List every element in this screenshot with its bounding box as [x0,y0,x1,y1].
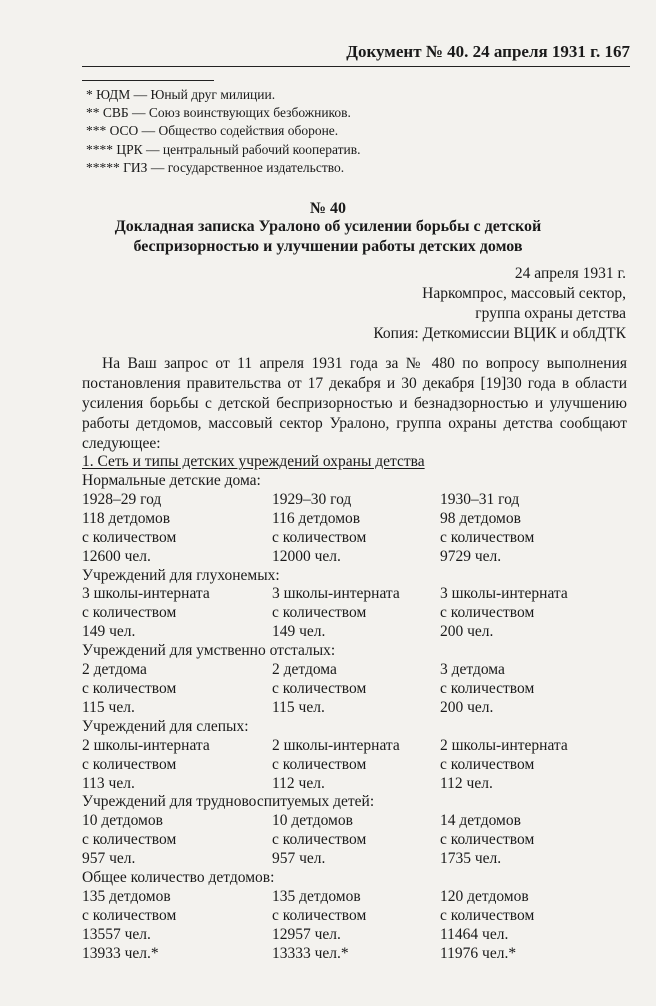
table-cell: с количеством [272,528,367,546]
table-cell: с количеством [82,831,177,849]
table-row [82,491,630,510]
table-row [82,812,630,831]
table-cell: 120 детдомов [440,887,529,905]
institutions-table [82,472,630,964]
table-cell: с количеством [82,528,177,546]
footnote: * ЮДМ — Юный друг милиции. [86,87,276,102]
table-cell: с количеством [272,604,367,622]
section-title: 1. Сеть и типы детских учреждений охраны детства [82,453,425,470]
table-cell: 11976 чел.* [440,944,517,962]
table-cell: с количеством [82,755,177,773]
table-cell: 10 детдомов [272,812,353,830]
running-header: Документ № 40. 24 апреля 1931 г. 167 [346,42,630,61]
table-row [82,680,630,699]
group-title: Общее количество детдомов: [82,869,275,887]
table-cell: 118 детдомов [82,509,171,527]
table-cell: 149 чел. [272,623,326,641]
table-cell: с количеством [440,528,535,546]
table-cell: 1735 чел. [440,850,502,868]
table-cell: 12000 чел. [272,547,341,565]
table-cell: 112 чел. [440,774,493,792]
group-title: Учреждений для умственно отсталых: [82,642,336,660]
table-cell: 957 чел. [82,850,136,868]
addressee-line: группа охраны детства [475,305,626,322]
table-cell: с количеством [440,906,535,924]
group-title: Учреждений для трудновоспитуемых детей: [82,793,375,811]
table-row [82,623,630,642]
table-cell: 98 детдомов [440,509,521,527]
document-title-line: беспризорностью и улучшении работы детских домов [133,238,523,255]
table-cell: 13557 чел. [82,925,151,943]
header-rule [82,66,630,67]
footnotes [82,86,622,177]
table-cell: 113 чел. [82,774,135,792]
table-row [82,907,630,926]
table-cell: с количеством [82,906,177,924]
table-cell: 13333 чел.* [272,944,349,962]
table-row [82,529,630,548]
footnote: ** СВБ — Союз воинствующих безбожников. [86,105,351,121]
table-cell: 3 детдома [440,661,505,679]
table-cell: с количеством [440,831,535,849]
document-date: 24 апреля 1931 г. [514,265,626,282]
table-cell: 1930–31 год [440,490,520,508]
copy-line: Копия: Деткомиссии ВЦИК и облДТК [373,325,626,342]
table-cell: 12957 чел. [272,925,341,943]
table-cell: 115 чел. [82,698,135,716]
table-cell: 3 школы-интерната [440,585,568,603]
table-row [82,775,630,794]
table-cell: 2 школы-интерната [440,736,568,754]
table-row [82,945,630,964]
addressee-block [206,264,626,344]
document-number: № 40 [309,200,347,217]
table-cell: 14 детдомов [440,812,521,830]
footnote: *** ОСО — Общество содействия обороне. [86,123,339,139]
table-cell: 149 чел. [82,623,136,641]
table-cell: 200 чел. [440,623,494,641]
table-cell: с количеством [440,604,535,622]
table-row [82,831,630,850]
addressee-line: Наркомпрос, массовый сектор, [422,285,626,302]
table-row [82,548,630,567]
table-cell: 2 детдома [272,661,337,679]
table-cell: с количеством [440,755,535,773]
table-cell: 200 чел. [440,698,494,716]
table-row [82,756,630,775]
footnote-rule [82,80,214,81]
group-title: Нормальные детские дома: [82,472,261,489]
table-cell: с количеством [82,679,177,697]
table-cell: 10 детдомов [82,812,163,830]
table-cell: 3 школы-интерната [82,585,210,603]
footnote: **** ЦРК — центральный рабочий кооператив. [86,141,361,157]
table-cell: с количеством [272,755,367,773]
table-cell: 12600 чел. [82,547,151,565]
table-row [82,661,630,680]
table-cell: с количеством [272,831,367,849]
table-cell: с количеством [440,679,535,697]
table-row [82,926,630,945]
table-cell: с количеством [272,906,367,924]
body-paragraph: На Ваш запрос от 11 апреля 1931 года за № 480 по вопросу выполнения постановления правительства от 17 декабря и 30 декабря [19]30 года в области усиления борьбы с детской беспризорностью и безнадзорностью и улучшению работы детдомов, массовый сектор Уралоно, группа охраны детства сообщают следующее: [82,355,627,452]
table-cell: 135 детдомов [272,887,361,905]
table-row [82,699,630,718]
table-cell: с количеством [272,679,367,697]
table-cell: 2 детдома [82,661,147,679]
table-cell: 2 школы-интерната [272,736,400,754]
table-row [82,850,630,869]
table-row [82,604,630,623]
table-row [82,585,630,604]
table-cell: 11464 чел. [440,925,509,943]
table-cell: 112 чел. [272,774,325,792]
footnote: ***** ГИЗ — государственное издательство. [86,159,345,175]
table-cell: 3 школы-интерната [272,585,400,603]
table-cell: 135 детдомов [82,887,171,905]
table-cell: 115 чел. [272,698,325,716]
table-row [82,888,630,907]
table-cell: 2 школы-интерната [82,736,210,754]
table-cell: с количеством [82,604,177,622]
group-title: Учреждений для слепых: [82,717,249,735]
table-cell: 116 детдомов [272,509,361,527]
group-title: Учреждений для глухонемых: [82,566,280,584]
table-cell: 1929–30 год [272,490,352,508]
table-cell: 13933 чел.* [82,944,159,962]
table-row [82,510,630,529]
table-cell: 1928–29 год [82,490,162,508]
document-title-line: Докладная записка Уралоно об усилении борьбы с детской [114,218,542,235]
table-cell: 957 чел. [272,850,326,868]
table-cell: 9729 чел. [440,547,502,565]
document-title [60,217,596,257]
table-row [82,737,630,756]
